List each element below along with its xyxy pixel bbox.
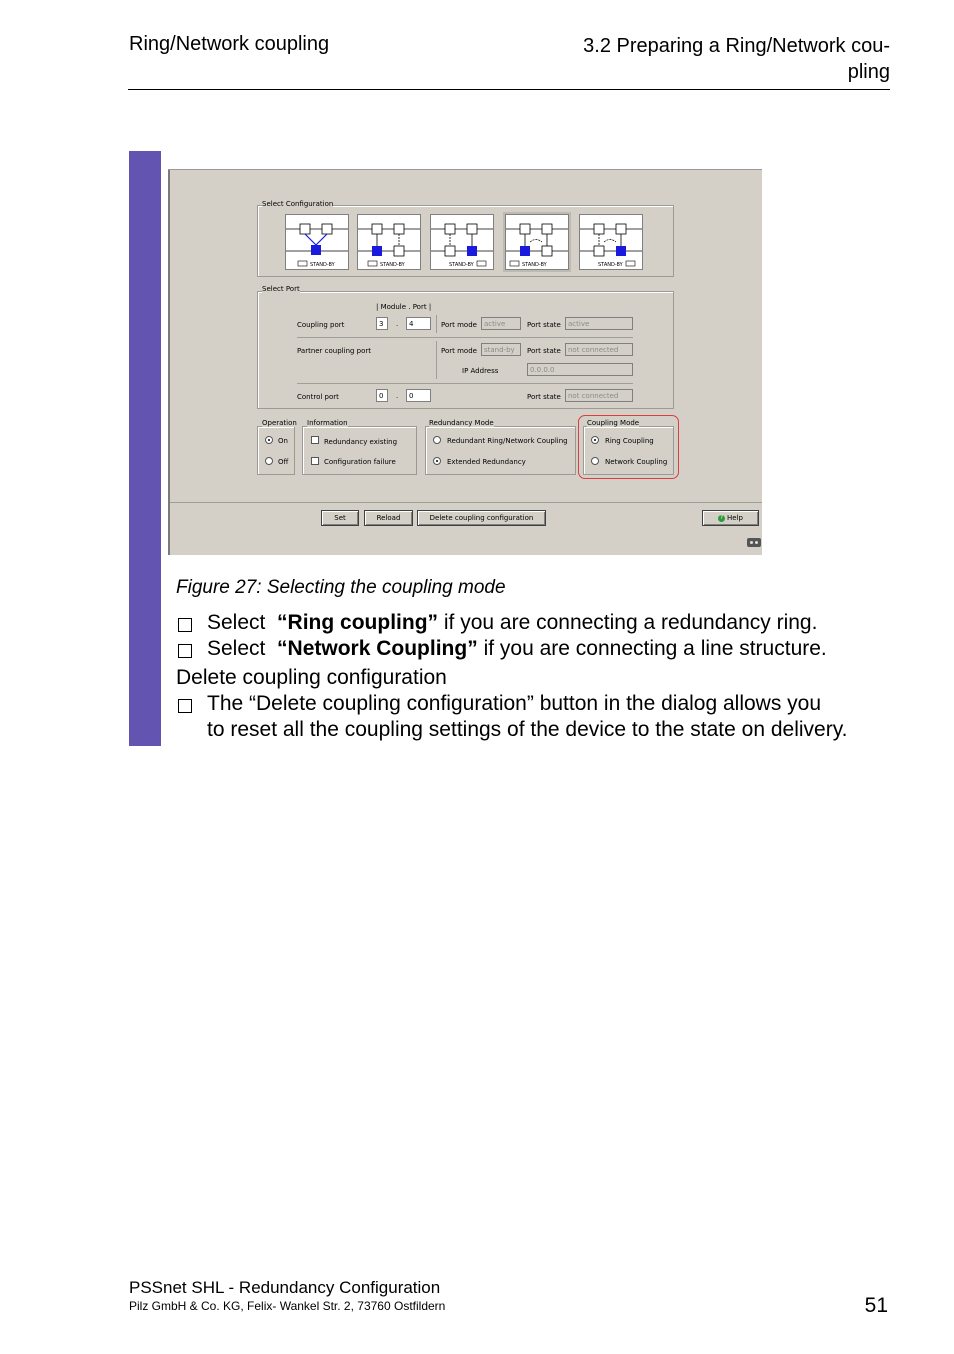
partner-port-divider-top <box>297 337 633 338</box>
partner-port-mode-field: stand-by <box>481 343 521 356</box>
coupling-port-mode-label: Port mode <box>441 321 477 329</box>
coupling-port-state-field: active <box>565 317 633 330</box>
checkbox-bullet-icon <box>178 644 192 658</box>
instruction-ring-coupling <box>207 611 817 635</box>
checkbox-bullet-icon <box>178 699 192 713</box>
coupling-dialog-screenshot <box>168 169 762 555</box>
operation-on-radio[interactable] <box>265 436 273 444</box>
configuration-failure-checkbox[interactable] <box>311 457 319 465</box>
thumb-label: STAND-BY <box>310 262 335 268</box>
configuration-failure-label: Configuration failure <box>324 458 396 466</box>
thumb-label: STAND-BY <box>522 262 547 268</box>
subheading-delete-coupling: Delete coupling configuration <box>176 666 447 689</box>
config-thumbnail-5[interactable] <box>579 214 643 270</box>
config-thumbnail-1[interactable] <box>285 214 349 270</box>
coupling-port-dot: . <box>396 320 399 328</box>
control-port-port-input[interactable]: 0 <box>406 389 431 402</box>
thumb-label: STAND-BY <box>380 262 405 268</box>
config-thumbnail-2[interactable] <box>357 214 421 270</box>
footer-title: PSSnet SHL - Redundancy Configuration <box>129 1278 441 1297</box>
control-port-state-label: Port state <box>527 393 561 401</box>
operation-title: Operation <box>262 419 297 427</box>
header-section-line1: 3.2 Preparing a Ring/Network cou- <box>583 35 890 57</box>
reload-button[interactable]: Reload <box>364 510 413 526</box>
coupling-port-label: Coupling port <box>297 321 345 329</box>
redundancy-mode-title: Redundancy Mode <box>429 419 494 427</box>
redundancy-existing-label: Redundancy existing <box>324 438 398 446</box>
help-icon: ? <box>718 515 725 522</box>
control-port-label: Control port <box>297 393 339 401</box>
config-thumbnail-3[interactable] <box>430 214 494 270</box>
information-title: Information <box>307 419 348 427</box>
header-section-line2: pling <box>847 61 890 83</box>
control-port-module-input[interactable]: 0 <box>376 389 388 402</box>
dialog-left-edge <box>168 169 170 555</box>
instruction-network-bold: “Network Coupling” <box>277 637 478 660</box>
redundant-ring-network-label: Redundant Ring/Network Coupling <box>447 437 568 445</box>
extended-redundancy-label: Extended Redundancy <box>447 458 526 466</box>
button-bar-separator <box>170 502 762 503</box>
help-button-label: Help <box>727 514 743 522</box>
instruction-ring-bold: “Ring coupling” <box>277 611 439 634</box>
margin-bar <box>129 151 161 746</box>
coupling-mode-title: Coupling Mode <box>587 419 640 427</box>
dialog-top-edge <box>168 169 762 170</box>
instruction-ring-select: Select <box>207 611 266 634</box>
control-port-divider-top <box>297 383 633 384</box>
checkbox-bullet-icon <box>178 618 192 632</box>
config-thumbnail-4-selected[interactable] <box>505 214 569 270</box>
figure-caption: Figure 27: Selecting the coupling mode <box>176 577 506 598</box>
ring-coupling-label: Ring Coupling <box>605 437 654 445</box>
header-section <box>583 33 890 85</box>
module-port-header: | Module . Port | <box>376 303 432 311</box>
header-chapter: Ring/Network coupling <box>129 33 330 55</box>
extended-redundancy-radio[interactable] <box>433 457 441 465</box>
partner-port-divider <box>436 341 437 379</box>
network-coupling-label: Network Coupling <box>605 458 668 466</box>
instruction-network-rest: if you are connecting a line structure. <box>483 637 827 660</box>
redundancy-mode-group <box>425 426 576 475</box>
thumb-label: STAND-BY <box>449 262 474 268</box>
partner-port-mode-label: Port mode <box>441 347 477 355</box>
instruction-ring-rest: if you are connecting a redundancy ring. <box>443 611 818 634</box>
operation-off-radio[interactable] <box>265 457 273 465</box>
operation-group <box>257 426 295 475</box>
operation-off-label: Off <box>278 458 289 466</box>
instruction-delete-line2: to reset all the coupling settings of the device to the state on delivery. <box>207 718 848 741</box>
help-button[interactable] <box>702 510 759 526</box>
coupling-mode-highlight <box>578 415 679 479</box>
select-configuration-title: Select Configuration <box>262 200 334 208</box>
redundancy-existing-checkbox[interactable] <box>311 436 319 444</box>
instruction-network-coupling <box>207 637 827 661</box>
control-port-dot: . <box>396 392 399 400</box>
connection-status-icon <box>747 538 761 547</box>
redundant-ring-network-radio[interactable] <box>433 436 441 444</box>
control-port-state-field: not connected <box>565 389 633 402</box>
coupling-port-state-label: Port state <box>527 321 561 329</box>
page-number: 51 <box>864 1294 888 1317</box>
select-port-title: Select Port <box>262 285 300 293</box>
partner-port-label: Partner coupling port <box>297 347 372 355</box>
information-group <box>302 426 417 475</box>
ip-address-field: 0.0.0.0 <box>527 363 633 376</box>
partner-port-state-label: Port state <box>527 347 561 355</box>
instruction-network-select: Select <box>207 637 266 660</box>
coupling-port-mode-field: active <box>481 317 521 330</box>
operation-on-label: On <box>278 437 288 445</box>
delete-coupling-configuration-button[interactable]: Delete coupling configuration <box>417 510 546 526</box>
thumb-label: STAND-BY <box>598 262 623 268</box>
coupling-port-module-input[interactable]: 3 <box>376 317 388 330</box>
coupling-port-port-input[interactable]: 4 <box>406 317 431 330</box>
header-rule <box>128 89 890 90</box>
set-button[interactable]: Set <box>321 510 359 526</box>
instruction-delete-line1: The “Delete coupling configuration” button in the dialog allows you <box>207 692 822 715</box>
footer-address: Pilz GmbH & Co. KG, Felix- Wankel Str. 2, 73760 Ostfildern <box>129 1299 446 1313</box>
partner-port-state-field: not connected <box>565 343 633 356</box>
coupling-port-divider <box>436 315 437 333</box>
ip-address-label: IP Address <box>462 367 499 375</box>
